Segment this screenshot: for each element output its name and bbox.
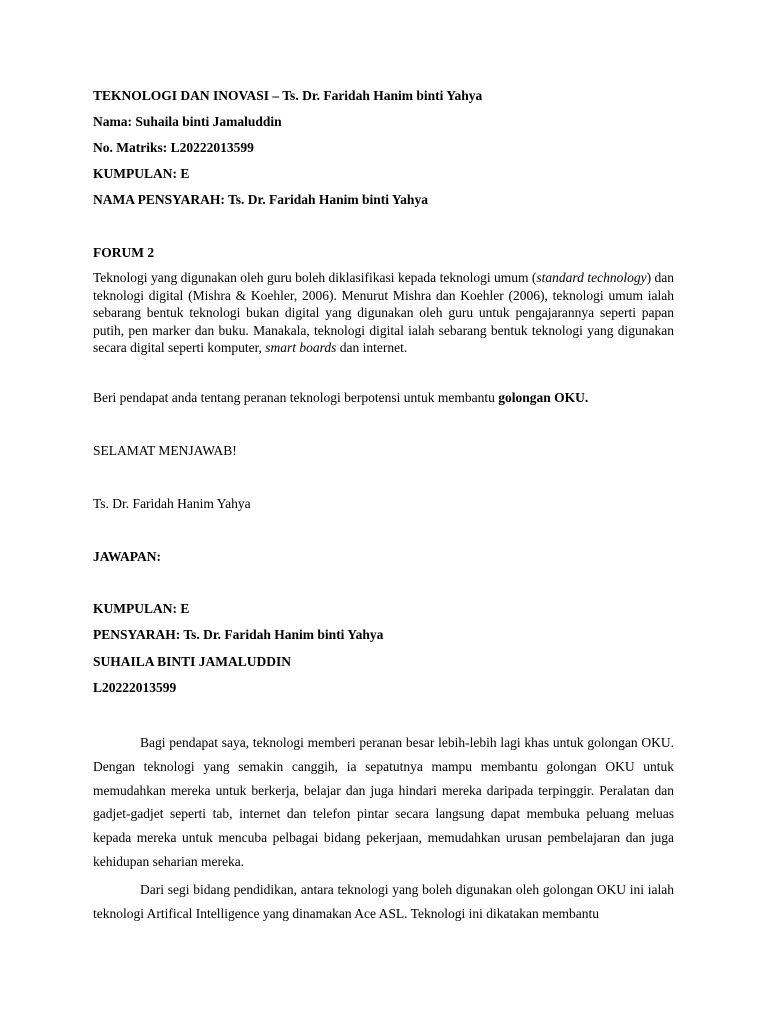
answer-paragraph-2: Dari segi bidang pendidikan, antara teknologi yang boleh digunakan oleh golongan OKU ini ialah teknologi Artifical Intelligence yang dinamakan Ace ASL. Teknologi ini dikatakan membantu <box>93 882 674 921</box>
forum-question <box>93 390 588 406</box>
answer-matric: L20222013599 <box>93 680 177 695</box>
answer-paragraph-1: Bagi pendapat saya, teknologi memberi peranan besar lebih-lebih lagi khas untuk golongan OKU. Dengan teknologi yang semakin canggih, ia sepatutnya mampu membantu golongan OKU untuk memudahkan mereka untuk berkerja, belajar dan juga hindari mereka daripada terpinggir. Peralatan dan gadjet-gadjet seperti tab, internet dan telefon pintar secara langsung dapat membuka peluang meluas kepada mereka untuk mencuba pelbagai bidang pekerjaan, memudahkan urusan pembelajaran dan juga kehidupan seharian mereka. <box>93 735 674 869</box>
question-emphasis: golongan OKU. <box>498 390 589 405</box>
forum-intro-paragraph <box>93 269 674 357</box>
intro-text-1: Teknologi yang digunakan oleh guru boleh diklasifikasi kepada teknologi umum ( <box>93 270 537 285</box>
intro-text-italic-1: standard technology <box>536 270 647 285</box>
course-title: TEKNOLOGI DAN INOVASI – Ts. Dr. Faridah Hanim binti Yahya <box>93 88 483 103</box>
forum-title: FORUM 2 <box>93 245 155 260</box>
answer-lecturer: PENSYARAH: Ts. Dr. Faridah Hanim binti Yahya <box>93 627 384 642</box>
forum-closing: SELAMAT MENJAWAB! <box>93 443 237 458</box>
intro-text-italic-2: smart boards <box>265 340 337 356</box>
lecturer-name: NAMA PENSYARAH: Ts. Dr. Faridah Hanim binti Yahya <box>93 192 428 207</box>
answer-heading: JAWAPAN: <box>93 549 161 564</box>
forum-signature: Ts. Dr. Faridah Hanim Yahya <box>93 496 251 511</box>
matric-number: No. Matriks: L20222013599 <box>93 140 254 155</box>
group-label: KUMPULAN: E <box>93 166 190 181</box>
answer-group: KUMPULAN: E <box>93 601 190 616</box>
question-text: Beri pendapat anda tentang peranan teknologi berpotensi untuk membantu <box>93 390 499 405</box>
intro-text-2: ) dan teknologi digital (Mishra & Koehler, 2006). Menurut Mishra dan Koehler (2006), teknologi umum ialah sebarang bentuk teknologi bukan digital yang digunakan oleh guru untuk pengajarannya seperti papan putih, pen marker dan buku. Manakala, teknologi digital ialah sebarang bentuk teknologi yang digunakan secara digital seperti komputer, <box>93 270 674 356</box>
intro-text-3: dan internet. <box>336 340 408 356</box>
student-name: Nama: Suhaila binti Jamaluddin <box>93 114 282 129</box>
answer-student-name: SUHAILA BINTI JAMALUDDIN <box>93 654 292 669</box>
